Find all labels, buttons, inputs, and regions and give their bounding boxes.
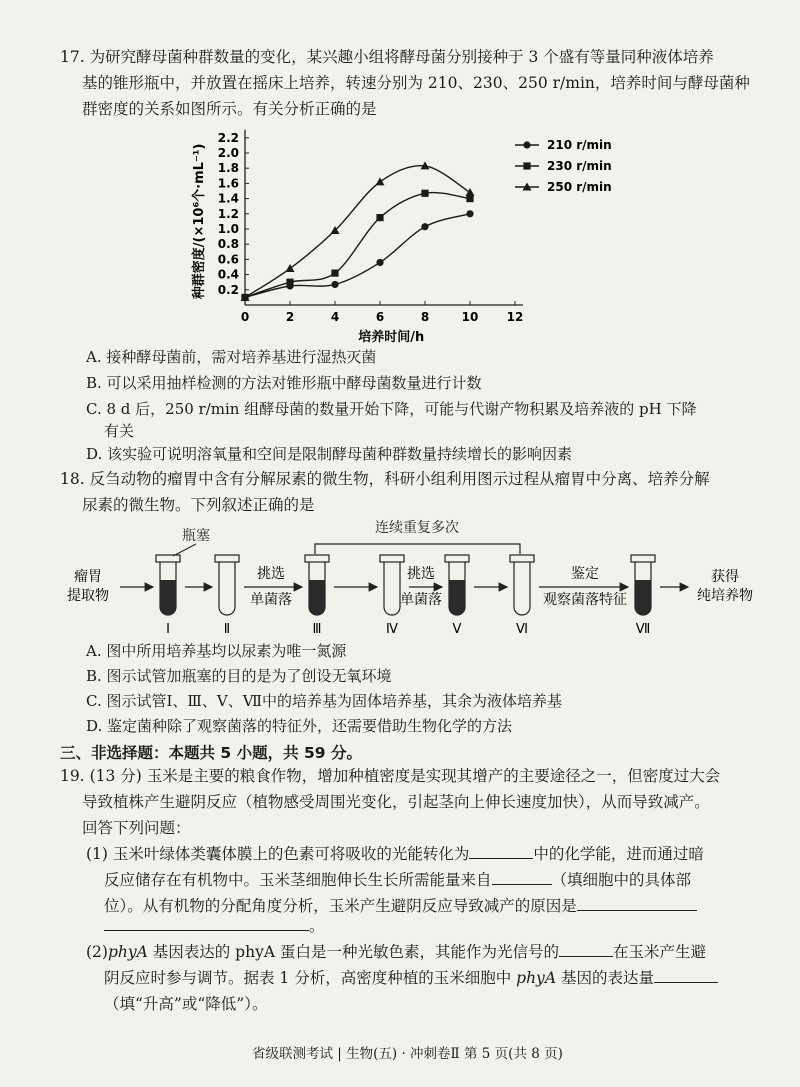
y-tick-label: 2.2 [217, 130, 239, 145]
tube-2-label: Ⅱ [223, 622, 231, 637]
y-tick-label: 0.2 [217, 282, 239, 297]
tube-4-label: Ⅳ [386, 622, 398, 637]
y-tick-label: 1.8 [217, 161, 239, 176]
q19-p1-line2 [104, 870, 691, 890]
q19-p2-text-c2: 基因的表达量 [556, 969, 654, 987]
repeat-bracket [315, 544, 520, 554]
y-tick-label: 0.4 [217, 267, 239, 282]
tube-2 [215, 555, 239, 637]
y-tick-label: 0.8 [217, 237, 239, 252]
tube-1-label: Ⅰ [166, 622, 170, 637]
q19-stem-line3: 回答下列问题： [82, 819, 191, 837]
step1-label-line2: 单菌落 [250, 592, 292, 608]
q17-stem-line1: 17. 为研究酵母菌种群数量的变化，某兴趣小组将酵母菌分别接种于 3 个盛有等量同种液体培养 [60, 48, 714, 66]
q19-p2-gene: phyA [107, 943, 148, 961]
q18-option-a: A. 图中所用培养基均以尿素为唯一氮源 [86, 642, 347, 660]
q18-stem-line1: 18. 反刍动物的瘤胃中含有分解尿素的微生物，科研小组利用图示过程从瘤胃中分离、培养分解 [60, 470, 710, 488]
data-point-series-1 [421, 223, 428, 230]
y-tick-label: 1.0 [217, 222, 239, 236]
data-point-series-1 [466, 210, 473, 217]
q17-stem-line2: 基的锥形瓶中，并放置在摇床上培养，转速分别为 210、230、250 r/min，培养时间与酵母菌种 [82, 74, 750, 92]
data-point-series-3 [376, 177, 385, 185]
tube-5-label: Ⅴ [452, 622, 462, 637]
q17-option-c-line2: 有关 [104, 422, 135, 440]
legend-label-1: 210 r/min [547, 138, 612, 152]
y-tick-label: 1.2 [217, 206, 239, 221]
x-tick-label: 10 [461, 310, 479, 324]
q18-option-c: C. 图示试管Ⅰ、Ⅲ、Ⅴ、Ⅶ中的培养基为固体培养基，其余为液体培养基 [86, 692, 563, 710]
stopper-label: 瓶塞 [182, 528, 210, 544]
y-axis-label: 种群密度/(×10⁶个·mL⁻¹) [192, 143, 207, 300]
x-tick-label: 8 [420, 310, 430, 324]
legend-marker-1 [523, 141, 530, 148]
q17-option-a: A. 接种酵母菌前，需对培养基进行湿热灭菌 [86, 348, 377, 366]
answer-blank-3b[interactable] [104, 916, 309, 931]
q19-p1-text-a: (1) 玉米叶绿体类囊体膜上的色素可将吸收的光能转化为 [86, 845, 470, 863]
tube-3-label: Ⅲ [312, 622, 322, 637]
q18-option-d: D. 鉴定菌种除了观察菌落的特征外，还需要借助生物化学的方法 [86, 717, 513, 735]
step3-label-line2: 观察菌落特征 [543, 592, 627, 608]
q19-p2-text-b: 在玉米产生避 [612, 943, 706, 961]
data-point-series-3 [286, 264, 295, 272]
step2-label-line1: 挑选 [407, 566, 435, 582]
y-tick-label: 1.4 [217, 191, 239, 206]
q19-p2-line1 [86, 942, 706, 962]
x-axis-label: 培养时间/h [358, 330, 425, 345]
series-line-3 [245, 166, 470, 298]
q19-p1-text-b: 中的化学能，进而通过暗 [533, 845, 704, 863]
tube-1 [156, 555, 180, 637]
legend-marker-2 [523, 162, 530, 169]
q19-p1-end: 。 [309, 917, 325, 935]
q17-option-b: B. 可以采用抽样检测的方法对锥形瓶中酵母菌数量进行计数 [86, 374, 482, 392]
x-tick-label: 4 [330, 310, 340, 324]
y-tick-label: 2.0 [217, 146, 239, 160]
tube-5 [445, 555, 469, 637]
tube-6 [510, 555, 534, 637]
series-line-2 [245, 193, 470, 298]
q19-p1-line1 [86, 844, 704, 864]
q19-p2-text-a1: (2) [86, 943, 108, 961]
q18-option-b: B. 图示试管加瓶塞的目的是为了创设无氧环境 [86, 667, 392, 685]
legend-label-3: 250 r/min [547, 180, 612, 194]
data-point-series-2 [286, 279, 293, 286]
y-tick-label: 1.6 [217, 176, 239, 191]
step2-label-line2: 单菌落 [400, 592, 442, 608]
series-line-1 [245, 214, 470, 298]
y-tick-label: 0.6 [217, 252, 239, 267]
q19-p1-text-e: 位）。从有机物的分配角度分析，玉米产生避阴反应导致减产的原因是 [104, 897, 577, 915]
x-tick-label: 6 [375, 310, 385, 324]
repeat-label: 连续重复多次 [375, 520, 459, 536]
tube-7-label: Ⅶ [635, 622, 651, 637]
data-point-series-2 [466, 195, 473, 202]
q19-stem-line1: 19. (13 分) 玉米是主要的粮食作物，增加种植密度是实现其增产的主要途径之一，但密度过大会 [60, 767, 721, 785]
data-point-series-2 [376, 214, 383, 221]
q19-p2-text-c1: 阴反应时参与调节。据表 1 分析，高密度种植的玉米细胞中 [104, 969, 517, 987]
tube-7 [631, 555, 655, 637]
legend-label-2: 230 r/min [547, 159, 612, 173]
q19-p1-text-c: 反应储存在有机物中。玉米茎细胞伸长生长所需能量来自 [104, 871, 492, 889]
yeast-density-chart [185, 125, 612, 345]
data-point-series-3 [466, 188, 475, 196]
page-footer: 省级联测考试 | 生物(五) · 冲刺卷Ⅱ 第 5 页(共 8 页) [252, 1046, 563, 1062]
data-point-series-2 [421, 190, 428, 197]
answer-blank-1[interactable] [469, 844, 533, 859]
step3-label-line1: 鉴定 [571, 566, 599, 582]
q19-p2-gene-2: phyA [516, 969, 557, 987]
q17-option-d: D. 该实验可说明溶氧量和空间是限制酵母菌种群数量持续增长的影响因素 [86, 445, 573, 463]
x-tick-label: 0 [240, 310, 250, 324]
source-label-line1: 瘤胃 [74, 569, 102, 585]
q19-p2-line2 [104, 968, 718, 988]
q19-stem-line2: 导致植株产生避阴反应（植物感受周围光变化，引起茎向上伸长速度加快），从而导致减产。 [82, 793, 710, 811]
answer-blank-2[interactable] [492, 870, 552, 885]
x-tick-label: 2 [285, 310, 295, 324]
stopper-pointer [173, 544, 196, 556]
section-3-heading: 三、非选择题：本题共 5 小题，共 59 分。 [60, 744, 362, 762]
q17-option-c-line1: C. 8 d 后，250 r/min 组酵母菌的数量开始下降，可能与代谢产物积累及培养液的 pH 下降 [86, 400, 697, 418]
data-point-series-2 [331, 269, 338, 276]
step1-label-line1: 挑选 [257, 566, 285, 582]
answer-blank-4[interactable] [559, 942, 613, 957]
q19-p2-text-a2: 基因表达的 phyA 蛋白是一种光敏色素，其能作为光信号的 [147, 943, 559, 961]
answer-blank-3a[interactable] [577, 896, 697, 911]
q19-p1-line4 [104, 916, 325, 936]
data-point-series-1 [376, 259, 383, 266]
result-label-line1: 获得 [711, 569, 739, 585]
q19-p2-line3: （填“升高”或“降低”）。 [104, 995, 268, 1013]
tube-3 [305, 555, 329, 637]
q18-stem-line2: 尿素的微生物。下列叙述正确的是 [82, 496, 315, 514]
answer-blank-5[interactable] [654, 968, 718, 983]
q19-p1-line3 [104, 896, 697, 916]
result-label-line2: 纯培养物 [697, 588, 753, 604]
data-point-series-1 [331, 281, 338, 288]
source-label-line2: 提取物 [67, 588, 109, 604]
tube-6-label: Ⅵ [516, 622, 528, 637]
q17-stem-line3: 群密度的关系如图所示。有关分析正确的是 [82, 100, 377, 118]
isolation-process-diagram [60, 512, 780, 637]
x-tick-label: 12 [506, 310, 524, 324]
q19-p1-text-d: （填细胞中的具体部 [551, 871, 692, 889]
